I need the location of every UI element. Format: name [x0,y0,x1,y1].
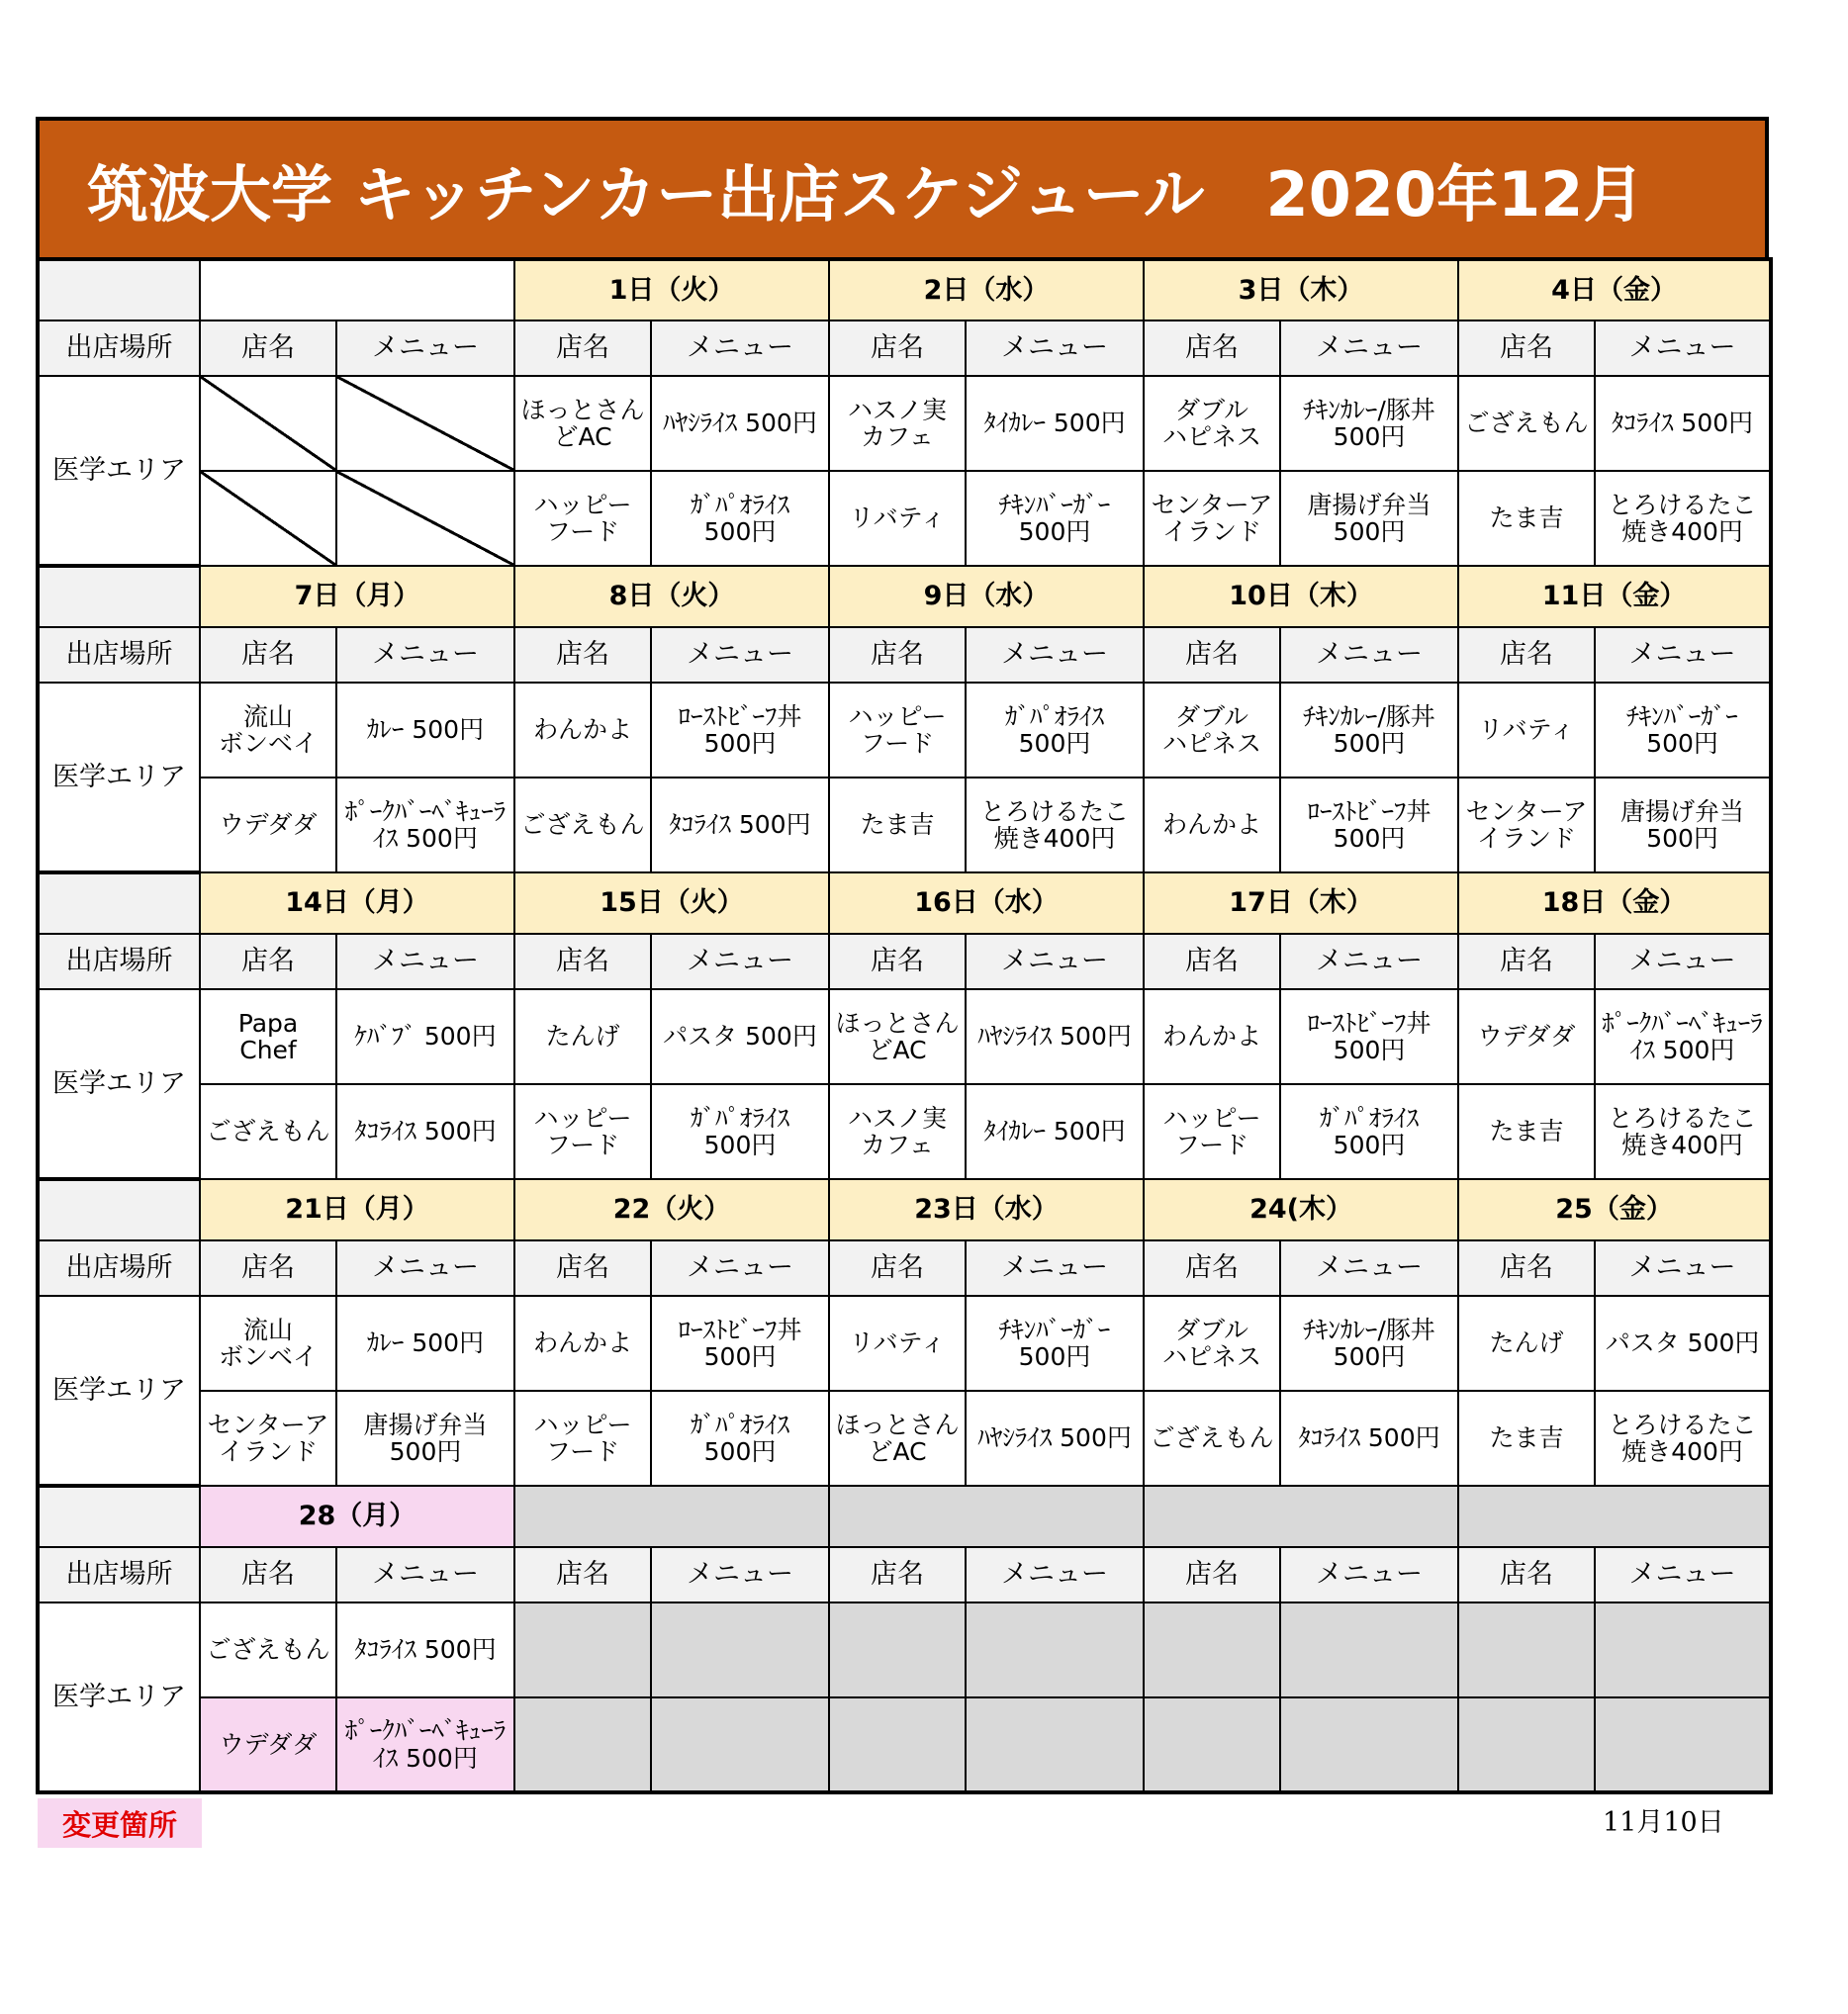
empty-slot [336,376,514,471]
menu-item: ﾁｷﾝｶﾚｰ/豚丼 500円 [1280,376,1458,471]
menu-item: ﾁｷﾝﾊﾞｰｶﾞｰ 500円 [966,1296,1144,1391]
menu-item: パスタ 500円 [651,989,829,1084]
menu-item: とろけるたこ 焼き400円 [966,778,1144,872]
day-header: 18日（金） [1458,872,1771,934]
shop-name: ウデダダ [200,778,336,872]
day-header [514,1486,829,1547]
shop-name: たま吉 [1458,1391,1595,1486]
menu-header: メニュー [651,627,829,683]
menu-header: メニュー [966,320,1144,376]
shop-header: 店名 [1458,1547,1595,1602]
shop-header: 店名 [829,1547,966,1602]
schedule-sheet [36,117,1769,1794]
shop-name: ハッピー フード [829,683,966,778]
empty-slot [336,471,514,566]
shop-header: 店名 [514,320,651,376]
menu-item: ﾀｺﾗｲｽ 500円 [336,1084,514,1179]
shop-header: 店名 [514,627,651,683]
table-row [38,376,1771,471]
empty-slot [966,1602,1144,1697]
menu-header: メニュー [966,934,1144,989]
shop-header: 店名 [829,934,966,989]
menu-item: ﾊﾔｼﾗｲｽ 500円 [966,989,1144,1084]
menu-item: ﾎﾟｰｸﾊﾞｰﾍﾞｷｭｰﾗ ｲｽ 500円 [336,1697,514,1792]
menu-header: メニュー [966,1240,1144,1296]
shop-name: ござえもん [1144,1391,1280,1486]
day-header-row [38,872,1771,934]
empty-slot [651,1602,829,1697]
menu-item: ｶﾞﾊﾟｵﾗｲｽ 500円 [1280,1084,1458,1179]
menu-item: ｶﾚｰ 500円 [336,1296,514,1391]
day-header: 11日（金） [1458,566,1771,627]
shop-name: ハッピー フード [514,471,651,566]
menu-header: メニュー [1595,627,1771,683]
area-label: 医学エリア [38,376,200,566]
empty-slot [651,1697,829,1792]
shop-name: センターア イランド [1458,778,1595,872]
shop-header: 店名 [1458,320,1595,376]
menu-header: メニュー [1595,320,1771,376]
day-header: 14日（月） [200,872,514,934]
day-header [1458,1486,1771,1547]
shop-header: 店名 [200,627,336,683]
empty-slot [966,1697,1144,1792]
day-header-row [38,1179,1771,1240]
menu-item: ﾁｷﾝﾊﾞｰｶﾞｰ 500円 [966,471,1144,566]
day-header: 22（火） [514,1179,829,1240]
menu-item: ﾊﾔｼﾗｲｽ 500円 [966,1391,1144,1486]
menu-header: メニュー [651,320,829,376]
shop-header: 店名 [1458,934,1595,989]
menu-item: ﾛｰｽﾄﾋﾞｰﾌ丼 500円 [1280,989,1458,1084]
location-header: 出店場所 [38,320,200,376]
day-header: 24(木） [1144,1179,1458,1240]
table-row [38,1697,1771,1792]
menu-header: メニュー [1595,934,1771,989]
menu-item: 唐揚げ弁当 500円 [1595,778,1771,872]
shop-name: ハスノ実 カフェ [829,1084,966,1179]
menu-header: メニュー [1280,320,1458,376]
empty-slot [1458,1602,1595,1697]
day-header: 4日（金） [1458,259,1771,320]
menu-item: パスタ 500円 [1595,1296,1771,1391]
table-row [38,1296,1771,1391]
day-header-row [38,1486,1771,1547]
shop-header: 店名 [1144,627,1280,683]
table-row [38,989,1771,1084]
area-label: 医学エリア [38,1296,200,1486]
shop-name: 流山 ボンベイ [200,683,336,778]
empty-slot [1280,1602,1458,1697]
corner-cell [38,1179,200,1240]
shop-name: たま吉 [829,778,966,872]
menu-header: メニュー [651,1547,829,1602]
table-row [38,778,1771,872]
menu-item: ﾛｰｽﾄﾋﾞｰﾌ丼 500円 [1280,778,1458,872]
day-header: 21日（月） [200,1179,514,1240]
changed-legend: 変更箇所 [38,1798,202,1848]
schedule-table [36,257,1773,1794]
day-header: 1日（火） [514,259,829,320]
menu-item: とろけるたこ 焼き400円 [1595,1391,1771,1486]
table-row [38,471,1771,566]
day-header: 2日（水） [829,259,1144,320]
menu-item: ﾁｷﾝｶﾚｰ/豚丼 500円 [1280,683,1458,778]
menu-item: ﾊﾔｼﾗｲｽ 500円 [651,376,829,471]
menu-item: ﾀｲｶﾚｰ 500円 [966,376,1144,471]
shop-name: ハッピー フード [514,1084,651,1179]
menu-item: ｶﾚｰ 500円 [336,683,514,778]
shop-name: ござえもん [514,778,651,872]
shop-name: センターア イランド [1144,471,1280,566]
day-header-row [38,259,1771,320]
shop-header: 店名 [200,1547,336,1602]
empty-slot [1595,1602,1771,1697]
shop-name: たんげ [1458,1296,1595,1391]
shop-name: ダブル ハピネス [1144,1296,1280,1391]
menu-header: メニュー [1595,1547,1771,1602]
location-header: 出店場所 [38,1547,200,1602]
menu-header: メニュー [651,934,829,989]
menu-header: メニュー [336,934,514,989]
day-header: 9日（水） [829,566,1144,627]
shop-header: 店名 [829,1240,966,1296]
shop-header: 店名 [1458,627,1595,683]
shop-name: リバティ [829,471,966,566]
menu-item: ｶﾞﾊﾟｵﾗｲｽ 500円 [651,471,829,566]
menu-header: メニュー [336,320,514,376]
menu-item: ﾀｺﾗｲｽ 500円 [1280,1391,1458,1486]
table-row [38,1391,1771,1486]
menu-item: ｹﾊﾞﾌﾞ 500円 [336,989,514,1084]
shop-name: センターア イランド [200,1391,336,1486]
menu-item: ｶﾞﾊﾟｵﾗｲｽ 500円 [651,1391,829,1486]
day-header: 7日（月） [200,566,514,627]
menu-header: メニュー [966,627,1144,683]
menu-item: とろけるたこ 焼き400円 [1595,1084,1771,1179]
shop-name: ほっとさん どAC [829,989,966,1084]
menu-header: メニュー [336,627,514,683]
empty-slot [1595,1697,1771,1792]
shop-name: リバティ [829,1296,966,1391]
shop-header: 店名 [514,1547,651,1602]
shop-name: たんげ [514,989,651,1084]
shop-name: たま吉 [1458,1084,1595,1179]
location-header: 出店場所 [38,627,200,683]
column-header-row [38,1547,1771,1602]
menu-header: メニュー [1280,1547,1458,1602]
empty-slot [200,471,336,566]
menu-item: ﾛｰｽﾄﾋﾞｰﾌ丼 500円 [651,1296,829,1391]
menu-item: ﾛｰｽﾄﾋﾞｰﾌ丼 500円 [651,683,829,778]
shop-name: ほっとさん どAC [829,1391,966,1486]
menu-header: メニュー [1280,1240,1458,1296]
menu-item: ﾀｺﾗｲｽ 500円 [651,778,829,872]
menu-header: メニュー [336,1240,514,1296]
menu-header: メニュー [1280,627,1458,683]
menu-item: 唐揚げ弁当 500円 [336,1391,514,1486]
shop-header: 店名 [1144,1547,1280,1602]
area-label: 医学エリア [38,1602,200,1792]
table-row [38,1084,1771,1179]
corner-cell [38,1486,200,1547]
menu-item: ﾀｲｶﾚｰ 500円 [966,1084,1144,1179]
shop-name: わんかよ [1144,989,1280,1084]
issue-date: 11月10日 [1603,1807,1724,1838]
page-title: 筑波大学 キッチンカー出店スケジュール 2020年12月 [36,117,1769,257]
shop-header: 店名 [514,934,651,989]
shop-header: 店名 [829,320,966,376]
shop-name: ござえもん [1458,376,1595,471]
area-label: 医学エリア [38,683,200,872]
empty-slot [829,1697,966,1792]
shop-name: ござえもん [200,1084,336,1179]
menu-header: メニュー [336,1547,514,1602]
shop-name: わんかよ [1144,778,1280,872]
shop-name: ハスノ実 カフェ [829,376,966,471]
shop-header: 店名 [514,1240,651,1296]
shop-name: わんかよ [514,1296,651,1391]
menu-item: ﾀｺﾗｲｽ 500円 [1595,376,1771,471]
menu-item: ﾎﾟｰｸﾊﾞｰﾍﾞｷｭｰﾗ ｲｽ 500円 [1595,989,1771,1084]
day-header: 16日（水） [829,872,1144,934]
shop-header: 店名 [200,320,336,376]
shop-name: わんかよ [514,683,651,778]
menu-item: ｶﾞﾊﾟｵﾗｲｽ 500円 [651,1084,829,1179]
menu-item: ﾀｺﾗｲｽ 500円 [336,1602,514,1697]
menu-header: メニュー [966,1547,1144,1602]
empty-slot [1144,1697,1280,1792]
table-row [38,683,1771,778]
shop-header: 店名 [200,1240,336,1296]
day-header-row [38,566,1771,627]
menu-header: メニュー [651,1240,829,1296]
empty-slot [514,1697,651,1792]
column-header-row [38,934,1771,989]
shop-name: ウデダダ [1458,989,1595,1084]
day-header: 3日（木） [1144,259,1458,320]
menu-header: メニュー [1280,934,1458,989]
column-header-row [38,320,1771,376]
shop-name: ハッピー フード [514,1391,651,1486]
shop-name: ダブル ハピネス [1144,376,1280,471]
menu-item: ｶﾞﾊﾟｵﾗｲｽ 500円 [966,683,1144,778]
empty-slot [829,1602,966,1697]
shop-name: ウデダダ [200,1697,336,1792]
day-header: 23日（水） [829,1179,1144,1240]
location-header: 出店場所 [38,934,200,989]
day-header: 8日（火） [514,566,829,627]
shop-header: 店名 [1458,1240,1595,1296]
menu-item: 唐揚げ弁当 500円 [1280,471,1458,566]
column-header-row [38,627,1771,683]
empty-slot [200,376,336,471]
corner-cell [38,566,200,627]
menu-header: メニュー [1595,1240,1771,1296]
day-header: 25（金） [1458,1179,1771,1240]
location-header: 出店場所 [38,1240,200,1296]
corner-cell [38,259,200,320]
shop-name: リバティ [1458,683,1595,778]
shop-name: Papa Chef [200,989,336,1084]
menu-item: ﾁｷﾝｶﾚｰ/豚丼 500円 [1280,1296,1458,1391]
day-header: 28（月） [200,1486,514,1547]
day-header: 10日（木） [1144,566,1458,627]
shop-name: ダブル ハピネス [1144,683,1280,778]
shop-name: ござえもん [200,1602,336,1697]
menu-item: ﾎﾟｰｸﾊﾞｰﾍﾞｷｭｰﾗ ｲｽ 500円 [336,778,514,872]
day-header: 15日（火） [514,872,829,934]
column-header-row [38,1240,1771,1296]
day-header [200,259,514,320]
shop-name: ほっとさん どAC [514,376,651,471]
day-header [829,1486,1144,1547]
menu-item: ﾁｷﾝﾊﾞｰｶﾞｰ 500円 [1595,683,1771,778]
corner-cell [38,872,200,934]
shop-header: 店名 [829,627,966,683]
empty-slot [1458,1697,1595,1792]
shop-header: 店名 [200,934,336,989]
shop-name: 流山 ボンベイ [200,1296,336,1391]
shop-name: たま吉 [1458,471,1595,566]
area-label: 医学エリア [38,989,200,1179]
day-header: 17日（木） [1144,872,1458,934]
table-row [38,1602,1771,1697]
shop-header: 店名 [1144,1240,1280,1296]
shop-header: 店名 [1144,320,1280,376]
menu-item: とろけるたこ 焼き400円 [1595,471,1771,566]
shop-header: 店名 [1144,934,1280,989]
empty-slot [1280,1697,1458,1792]
empty-slot [1144,1602,1280,1697]
empty-slot [514,1602,651,1697]
day-header [1144,1486,1458,1547]
shop-name: ハッピー フード [1144,1084,1280,1179]
